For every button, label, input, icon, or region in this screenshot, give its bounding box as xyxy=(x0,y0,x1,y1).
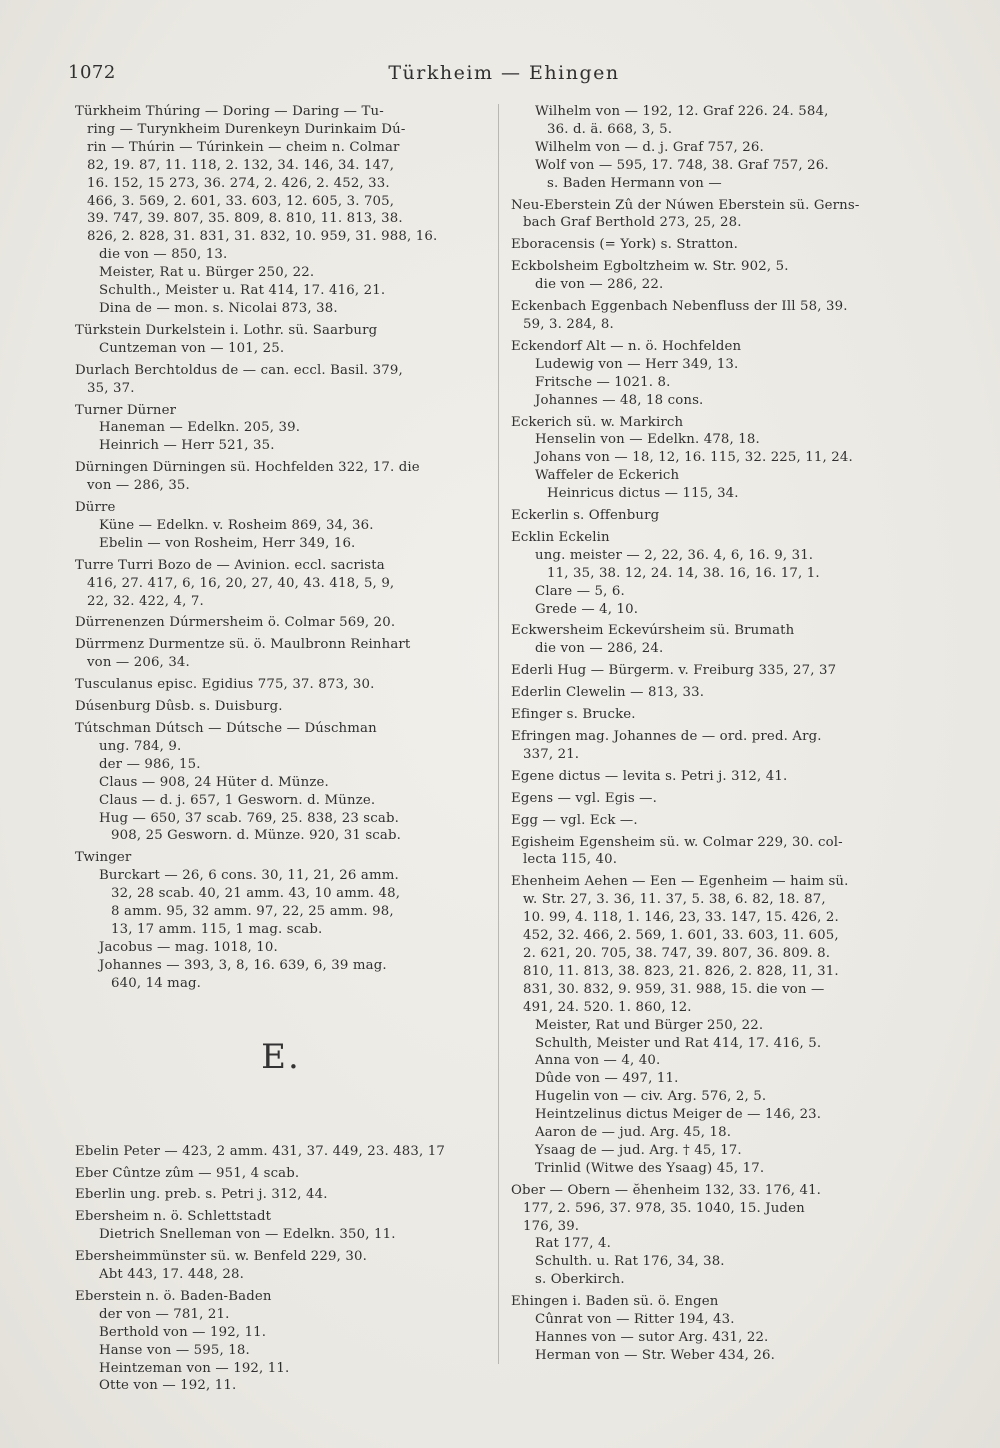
left-entries xyxy=(75,103,487,993)
entry-subline: Dûde von — 497, 11. xyxy=(535,1071,679,1087)
entry-subline: Hanse von — 595, 18. xyxy=(99,1342,250,1358)
left-column xyxy=(75,103,487,1399)
index-entry xyxy=(75,614,487,632)
entry-subline: 11, 35, 38. 12, 24. 14, 38. 16, 16. 17, 1. xyxy=(547,565,820,581)
entry-subline: die von — 286, 24. xyxy=(535,641,664,657)
entry-subline: 39. 747, 39. 807, 35. 809, 8. 810, 11. 813, 38. xyxy=(87,211,403,227)
entry-subline: Claus — 908, 24 Hüter d. Münze. xyxy=(99,774,329,790)
entry-headword-line: Eberlin ung. preb. s. Petri j. 312, 44. xyxy=(75,1187,328,1203)
entry-subline: Jacobus — mag. 1018, 10. xyxy=(99,939,278,955)
entry-headword-line: Egisheim Egensheim sü. w. Colmar 229, 30. col- xyxy=(511,834,843,850)
index-entry xyxy=(75,499,487,553)
right-column xyxy=(511,103,933,1369)
entry-subline: Anna von — 4, 40. xyxy=(535,1053,661,1069)
index-entry xyxy=(511,258,933,294)
entry-subline: 826, 2. 828, 31. 831, 31. 832, 10. 959, 31. 988, 16. xyxy=(87,229,438,245)
entry-subline: bach Graf Berthold 273, 25, 28. xyxy=(523,215,742,231)
entry-subline: rin — Thúrin — Túrinkein — cheim n. Colmar xyxy=(87,139,400,155)
entry-subline: Aaron de — jud. Arg. 45, 18. xyxy=(535,1125,732,1141)
index-entry xyxy=(511,622,933,658)
index-entry xyxy=(511,1182,933,1289)
entry-subline: Heintzeman von — 192, 11. xyxy=(99,1360,290,1376)
entry-headword-line: Ederli Hug — Bürgerm. v. Freiburg 335, 27, 37 xyxy=(511,663,837,679)
entry-headword-line: Egene dictus — levita s. Petri j. 312, 41. xyxy=(511,768,788,784)
index-entry xyxy=(75,1143,487,1161)
entry-headword-line: Efringen mag. Johannes de — ord. pred. Arg. xyxy=(511,729,822,744)
index-entry xyxy=(75,1208,487,1244)
entry-headword-line: Egg — vgl. Eck —. xyxy=(511,812,638,828)
entry-headword-line: Tusculanus episc. Egidius 775, 37. 873, 30. xyxy=(75,677,375,693)
entry-headword-line: Tútschman Dútsch — Dútsche — Dúschman xyxy=(75,721,377,736)
entry-subline: 452, 32. 466, 2. 569, 1. 601, 33. 603, 11. 605, xyxy=(523,928,839,944)
entry-subline: 59, 3. 284, 8. xyxy=(523,316,614,332)
entry-subline: Herman von — Str. Weber 434, 26. xyxy=(535,1347,775,1363)
entry-headword-line: Ebersheimmünster sü. w. Benfeld 229, 30. xyxy=(75,1249,367,1265)
entry-subline: 16. 152, 15 273, 36. 274, 2. 426, 2. 452, 33. xyxy=(87,175,390,191)
entry-subline: Rat 177, 4. xyxy=(535,1236,611,1252)
index-entry xyxy=(511,529,933,619)
entry-headword-line: Eckenbach Eggenbach Nebenfluss der Ill 58, 39. xyxy=(511,299,848,315)
entry-subline: 22, 32. 422, 4, 7. xyxy=(87,593,204,609)
entry-subline: der — 986, 15. xyxy=(99,756,201,772)
index-entry xyxy=(75,1248,487,1284)
entry-subline: 8 amm. 95, 32 amm. 97, 22, 25 amm. 98, xyxy=(111,904,394,920)
entry-subline: Dietrich Snelleman von — Edelkn. 350, 11. xyxy=(99,1227,396,1243)
entry-subline: Wilhelm von — d. j. Graf 757, 26. xyxy=(535,139,764,155)
entry-headword-line: Neu-Eberstein Zû der Núwen Eberstein sü. Gerns- xyxy=(511,197,860,213)
entry-subline: Schulth. u. Rat 176, 34, 38. xyxy=(535,1254,725,1270)
entry-subline: 177, 2. 596, 37. 978, 35. 1040, 15. Juden xyxy=(523,1200,805,1216)
index-entry xyxy=(511,197,933,233)
index-entry xyxy=(75,720,487,845)
entry-subline: 176, 39. xyxy=(523,1218,580,1234)
entry-subline: Hugelin von — civ. Arg. 576, 2, 5. xyxy=(535,1089,767,1105)
entry-subline: Cûnrat von — Ritter 194, 43. xyxy=(535,1312,735,1328)
entry-subline: die von — 850, 13. xyxy=(99,247,228,263)
entry-subline: Clare — 5, 6. xyxy=(535,583,625,599)
entry-subline: Meister, Rat u. Bürger 250, 22. xyxy=(99,265,315,281)
entry-subline: von — 286, 35. xyxy=(87,478,190,494)
entry-subline: Abt 443, 17. 448, 28. xyxy=(99,1267,245,1283)
entry-subline: von — 206, 34. xyxy=(87,655,190,671)
entry-subline: 810, 11. 813, 38. 823, 21. 826, 2. 828, 11, 31. xyxy=(523,963,839,979)
entry-subline: 32, 28 scab. 40, 21 amm. 43, 10 amm. 48, xyxy=(111,886,401,902)
index-entry xyxy=(75,402,487,456)
entry-headword-line: Efinger s. Brucke. xyxy=(511,707,636,723)
index-entry xyxy=(75,322,487,358)
index-entry xyxy=(511,103,933,193)
index-entry xyxy=(511,1293,933,1365)
index-entry xyxy=(75,636,487,672)
entry-headword-line: Türkheim Thúring — Doring — Daring — Tu- xyxy=(75,104,384,119)
entry-subline: Johannes — 48, 18 cons. xyxy=(535,392,704,408)
entry-subline: 2. 621, 20. 705, 38. 747, 39. 807, 36. 809. 8. xyxy=(523,945,831,961)
page-number: 1072 xyxy=(68,62,116,83)
left-entries-after xyxy=(75,1143,487,1396)
entry-subline: 416, 27. 417, 6, 16, 20, 27, 40, 43. 418, 5, 9, xyxy=(87,575,395,591)
entry-headword-line: Eckwersheim Eckevúrsheim sü. Brumath xyxy=(511,623,795,639)
index-entry xyxy=(75,557,487,611)
index-entry xyxy=(511,507,933,525)
entry-subline: Heintzelinus dictus Meiger de — 146, 23. xyxy=(535,1107,822,1123)
index-entry xyxy=(511,414,933,504)
entry-headword-line: Dürrenenzen Dúrmersheim ö. Colmar 569, 20. xyxy=(75,615,396,631)
entry-subline: ung. 784, 9. xyxy=(99,738,182,754)
entry-subline: Cuntzeman von — 101, 25. xyxy=(99,340,285,356)
entry-subline: 337, 21. xyxy=(523,746,580,762)
index-entry xyxy=(75,1186,487,1204)
entry-headword-line: Ober — Obern — ĕhenheim 132, 33. 176, 41. xyxy=(511,1182,822,1198)
entry-subline: Küne — Edelkn. v. Rosheim 869, 34, 36. xyxy=(99,517,374,533)
entry-headword-line: Eboracensis (= York) s. Stratton. xyxy=(511,237,738,253)
entry-subline: Heinricus dictus — 115, 34. xyxy=(547,486,739,502)
entry-headword-line: Dürre xyxy=(75,500,116,516)
running-title: Türkheim — Ehingen xyxy=(388,62,620,84)
index-entry xyxy=(511,684,933,702)
index-entry xyxy=(75,103,487,318)
index-entry xyxy=(511,236,933,254)
index-entry xyxy=(75,676,487,694)
entry-subline: Hug — 650, 37 scab. 769, 25. 838, 23 scab. xyxy=(99,810,399,826)
index-entry xyxy=(511,873,933,1177)
entry-headword-line: Eckendorf Alt — n. ö. Hochfelden xyxy=(511,338,742,354)
entry-subline: Hannes von — sutor Arg. 431, 22. xyxy=(535,1330,769,1345)
index-entry xyxy=(75,459,487,495)
entry-subline: Waffeler de Eckerich xyxy=(535,468,680,484)
entry-headword-line: Twinger xyxy=(75,850,132,866)
entry-subline: Ebelin — von Rosheim, Herr 349, 16. xyxy=(99,535,356,551)
entry-subline: der von — 781, 21. xyxy=(99,1306,230,1322)
entry-subline: 831, 30. 832, 9. 959, 31. 988, 15. die von — xyxy=(523,981,825,997)
entry-headword-line: Durlach Berchtoldus de — can. eccl. Basil. 379, xyxy=(75,362,403,378)
entry-headword-line: Ehenheim Aehen — Een — Egenheim — haim sü. xyxy=(511,874,849,890)
entry-subline: Meister, Rat und Bürger 250, 22. xyxy=(535,1017,764,1033)
entry-headword-line: Turner Dürner xyxy=(75,402,177,418)
entry-subline: 10. 99, 4. 118, 1. 146, 23, 33. 147, 15. 426, 2. xyxy=(523,910,839,926)
entry-subline: Claus — d. j. 657, 1 Gesworn. d. Münze. xyxy=(99,792,376,808)
entry-subline: Fritsche — 1021. 8. xyxy=(535,374,671,390)
index-entry xyxy=(75,1288,487,1395)
entry-headword-line: Egens — vgl. Egis —. xyxy=(511,790,657,806)
index-entry xyxy=(75,849,487,992)
section-heading: E. xyxy=(261,1036,301,1077)
entry-subline: 466, 3. 569, 2. 601, 33. 603, 12. 605, 3. 705, xyxy=(87,193,395,209)
entry-subline: Trinlid (Witwe des Ysaag) 45, 17. xyxy=(535,1160,765,1176)
index-entry xyxy=(511,768,933,786)
entry-subline: Haneman — Edelkn. 205, 39. xyxy=(99,420,301,436)
entry-headword-line: Eber Cûntze zûm — 951, 4 scab. xyxy=(75,1165,300,1181)
column-divider xyxy=(498,104,499,1364)
index-entry xyxy=(75,698,487,716)
entry-subline: 640, 14 mag. xyxy=(111,975,202,991)
entry-headword-line: Dürrmenz Durmentze sü. ö. Maulbronn Reinhart xyxy=(75,637,411,653)
entry-subline: ung. meister — 2, 22, 36. 4, 6, 16. 9, 31. xyxy=(535,547,814,563)
entry-subline: die von — 286, 22. xyxy=(535,277,664,293)
entry-subline: 908, 25 Gesworn. d. Münze. 920, 31 scab. xyxy=(111,828,402,844)
entry-subline: Otte von — 192, 11. xyxy=(99,1378,237,1394)
entry-subline: s. Baden Hermann von — xyxy=(547,175,722,191)
page-header xyxy=(68,62,940,88)
entry-subline: ring — Turynkheim Durenkeyn Durinkaim Dú- xyxy=(87,121,406,137)
entry-headword-line: Ebelin Peter — 423, 2 amm. 431, 37. 449, 23. 483, 17 xyxy=(75,1143,446,1159)
entry-headword-line: Dürningen Dürningen sü. Hochfelden 322, 17. die xyxy=(75,460,420,476)
index-entry xyxy=(511,790,933,808)
entry-subline: Heinrich — Herr 521, 35. xyxy=(99,438,275,454)
entry-subline: lecta 115, 40. xyxy=(523,852,618,868)
entry-subline: 13, 17 amm. 115, 1 mag. scab. xyxy=(111,921,323,937)
entry-subline: Ludewig von — Herr 349, 13. xyxy=(535,356,739,372)
entry-subline: Schulth., Meister u. Rat 414, 17. 416, 21. xyxy=(99,283,386,299)
index-entry xyxy=(511,706,933,724)
entry-headword-line: Ederlin Clewelin — 813, 33. xyxy=(511,685,705,701)
entry-headword-line: Türkstein Durkelstein i. Lothr. sü. Saarburg xyxy=(75,322,378,338)
entry-subline: Burckart — 26, 6 cons. 30, 11, 21, 26 amm. xyxy=(99,868,399,884)
index-entry xyxy=(511,812,933,830)
entry-headword-line: Ecklin Eckelin xyxy=(511,529,610,545)
index-entry xyxy=(511,338,933,410)
entry-subline: Berthold von — 192, 11. xyxy=(99,1324,267,1340)
entry-subline: 491, 24. 520. 1. 860, 12. xyxy=(523,999,692,1015)
index-entry xyxy=(511,834,933,870)
entry-subline: 36. d. ä. 668, 3, 5. xyxy=(547,121,673,137)
index-entry xyxy=(511,728,933,764)
index-entry xyxy=(511,298,933,334)
entry-headword-line: Turre Turri Bozo de — Avinion. eccl. sacrista xyxy=(75,557,385,573)
entry-subline: 82, 19. 87, 11. 118, 2. 132, 34. 146, 34. 147, xyxy=(87,157,395,173)
entry-headword-line: Eckbolsheim Egboltzheim w. Str. 902, 5. xyxy=(511,259,789,275)
entry-subline: Dina de — mon. s. Nicolai 873, 38. xyxy=(99,300,338,316)
entry-subline: Grede — 4, 10. xyxy=(535,601,639,617)
entry-subline: Henselin von — Edelkn. 478, 18. xyxy=(535,432,760,448)
entry-headword-line: Ebersheim n. ö. Schlettstadt xyxy=(75,1209,272,1225)
entry-subline: Johans von — 18, 12, 16. 115, 32. 225, 11, 24. xyxy=(535,450,853,466)
entry-subline: Ysaag de — jud. Arg. † 45, 17. xyxy=(535,1142,742,1158)
entry-subline: Johannes — 393, 3, 8, 16. 639, 6, 39 mag. xyxy=(99,957,387,973)
entry-headword-line: Eckerich sü. w. Markirch xyxy=(511,414,684,430)
entry-subline: s. Oberkirch. xyxy=(535,1272,625,1288)
entry-headword-line: Eberstein n. ö. Baden-Baden xyxy=(75,1288,272,1304)
entry-headword-line: Dúsenburg Dûsb. s. Duisburg. xyxy=(75,699,283,715)
index-entry xyxy=(75,1165,487,1183)
index-entry xyxy=(511,662,933,680)
entry-subline: 35, 37. xyxy=(87,380,135,396)
index-entry xyxy=(75,362,487,398)
entry-headword-line: Wilhelm von — 192, 12. Graf 226. 24. 584, xyxy=(535,104,829,119)
right-entries xyxy=(511,103,933,1365)
entry-headword-line: Ehingen i. Baden sü. ö. Engen xyxy=(511,1294,719,1310)
entry-subline: Schulth, Meister und Rat 414, 17. 416, 5. xyxy=(535,1035,822,1051)
entry-subline: Wolf von — 595, 17. 748, 38. Graf 757, 26. xyxy=(535,157,829,173)
entry-headword-line: Eckerlin s. Offenburg xyxy=(511,508,660,524)
entry-subline: w. Str. 27, 3. 36, 11. 37, 5. 38, 6. 82, 18. 87, xyxy=(523,892,826,908)
